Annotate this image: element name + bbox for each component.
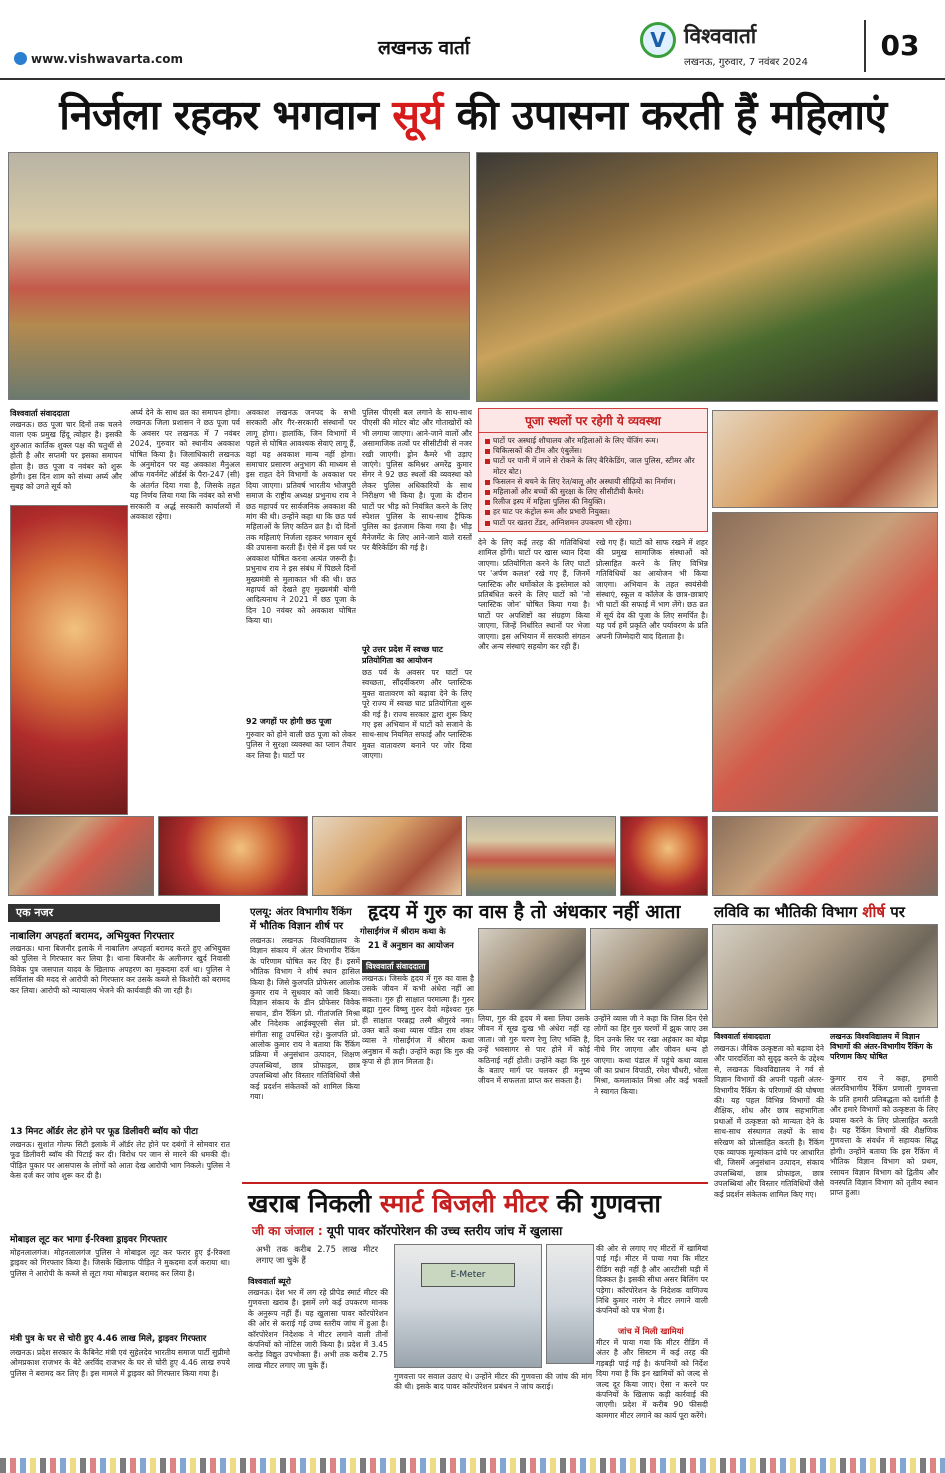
photo-meter-device	[394, 1244, 542, 1368]
brief-body-2: लखनऊ। सुशांत गोल्फ सिटी इलाके में ऑर्डर लेट होने पर दबंगों ने सोमवार रात फूड डिलीवरी ब्वॉय की पिटाई कर दी। विरोध पर जान से मारने की धमकी दी। पीड़ित पुकार पर आसपास के लोगों को आता देख आरोपी भाग निकले। पुलिस ने केस दर्ज कर जांच शुरू कर दी है।	[10, 1140, 230, 1181]
brief-title-2: 13 मिनट ऑर्डर लेट होने पर फूड डिलीवरी ब्वॉय को पीटा	[10, 1127, 198, 1137]
lead-column-3: अवकाश लखनऊ जनपद के सभी सरकारी और गैर-सरकारी संस्थानों पर लागू होगा। हालांकि, जिन विभागों में पहले से घोषित आवश्यक सेवाएं लागू हैं, वहां यह अवकाश मान्य नहीं होगा। समाचार प्रसारण अनुभाग की माध्यम से इस राहत देने विभागों के अवकाश पर दिया जाएगा। प्रतिवर्ष भारतीय भोजपुरी समाज के राष्ट्रीय अध्यक्ष प्रभुनाथ राय ने छठ महापर्व पर सार्वजनिक अवकाश की मांग की थी। उन्होंने कहा था कि छठ पर्व महिलाओं के लिए कठिन व्रत है। दो दिनों तक महिलाएं निर्जला रहकर भगवान सूर्य की उपासना करती हैं। ऐसे में इस पर्व पर अवकाश घोषित करना अत्यंत जरूरी है। प्रभुनाथ राय ने इस संबंध में पिछले दिनों मुख्यमंत्री से मुलाकात भी की थी। छठ महापर्व को देखते हुए मुख्यमंत्री योगी आदित्यनाथ ने 2021 में छठ पूजा के दिन 10 नवंबर को अवकाश घोषित किया था।	[246, 408, 356, 626]
list-item: घाटों पर अस्थाई शौचालय और महिलाओं के लिए चेंजिंग रूम।	[483, 436, 703, 446]
lead-column-4b: छठ पर्व के अवसर पर घाटों पर स्वच्छता, सौंदर्यीकरण और प्लास्टिक मुक्त वातावरण को बढ़ावा देने के लिए पूरे राज्य में स्वच्छ घाट प्रतियोगिता शुरू की गई है। राज्य सरकार द्वारा शुरू किए गए इस अभियान में घाटों को सजाने के साथ-साथ नियमित सफाई और प्लास्टिक मुक्त वातावरण बनाने पर जोर दिया जाएगा।	[362, 668, 472, 761]
lu-column-2: कुमार राय ने कहा, हमारी अंतरविभागीय रैंकिंग प्रणाली गुणवत्ता के प्रति हमारी प्रतिबद्धता को दर्शाती है और हमारे विभागों को उत्कृष्टता के लिए प्रयास करने के लिए प्रोत्साहित करती है। यह रैंकिंग विभागों की शैक्षणिक गुणवत्ता के संवर्धन में सहायक सिद्ध होगी। उन्होंने बताया कि इस रैंकिंग में भौतिक विज्ञान विभाग को प्रथम, रसायन विज्ञान विभाग को द्वितीय और वनस्पति विज्ञान विभाग को तृतीय स्थान प्राप्त हुआ।	[830, 1074, 938, 1198]
lead-column-3b: गुरुवार को होने वाली छठ पूजा को लेकर पुलिस ने सुरक्षा व्यवस्था का प्लान तैयार कर लिया है। घाटों पर	[246, 730, 356, 760]
guru-byline: विश्ववार्ता संवाददाता	[362, 960, 429, 973]
meter-byline: विश्ववार्ता ब्यूरो	[248, 1277, 291, 1286]
lu-side-title: लखनऊ विश्वविद्यालय में विज्ञान विभागों की अंतर-विभागीय रैंकिंग के परिणाम किए घोषित	[830, 1032, 933, 1061]
photo-lu-meeting	[712, 924, 938, 1028]
brief-body-4: लखनऊ। प्रदेश सरकार के कैबिनेट मंत्री एवं सुहेलदेव भारतीय समाज पार्टी सुप्रीमो ओमप्रकाश राजभर के बेटे अरविंद राजभर के घर से चोरी हुए 4.46 लाख रुपये पुलिस ने बरामद कर लिए हैं। इस मामले में ड्राइवर को गिरफ्तार किया गया है।	[10, 1348, 230, 1378]
list-item: चिकित्सकों की टीम और एंबुलेंस।	[483, 446, 703, 456]
meter-caption: गुणवत्ता पर सवाल उठाए थे। उन्होंने मीटर की गुणवत्ता की जांच की मांग की थी। इसके बाद पावर कॉरपोरेशन प्रबंधन ने जांच कराई।	[394, 1372, 592, 1392]
guru-column-2: लिया, गुरु की हृदय में बसा लिया उसके जीवन में सूख दुःख भी अंधेरा नहीं रह जाता। जो गुरु चरण रेणु लिए भक्ति है, उन्हें भवसागर से पार होने में कोई कठिनाई नहीं होती। उन्होंने कहा कि गुरु के बताए मार्ग पर चलकर ही मनुष्य जीवन में सफलता प्राप्त कर सकता है।	[478, 1014, 590, 1086]
section-title: लखनऊ वार्ता	[378, 37, 470, 59]
photo-smart-meter	[546, 1244, 594, 1364]
photo-puja-thali	[712, 410, 938, 508]
lead-subhead-92: 92 जगहों पर होगी छठ पूजा	[246, 717, 332, 726]
photo-strip-4	[466, 816, 616, 896]
brand-logo: V	[640, 22, 676, 58]
brand-name: विश्ववार्ता	[684, 24, 757, 48]
website-url[interactable]: www.vishwavarta.com	[14, 52, 183, 66]
puja-box-title: पूजा स्थलों पर रहेगी ये व्यवस्था	[479, 409, 707, 433]
brief-body-3: मोहनलालगंज। मोहनलालगंज पुलिस ने मोबाइल लूट कर फरार हुए ई-रिक्शा ड्राइवर को गिरफ्तार किया है। जिसके खिलाफ पीड़ित ने मुकदमा दर्ज कराया था। पुलिस ने आरोपी के कब्जे से लूटा गया मोबाइल बरामद कर लिया है।	[10, 1248, 230, 1278]
lu-column-1: लखनऊ। जैविक उत्कृष्टता को बढ़ावा देने और पारदर्शिता को सुदृढ़ करने के उद्देश्य से, लखनऊ विश्वविद्यालय ने गर्व से विज्ञान विभागों की अपनी पहली अंतर-विभागीय रैंकिंग के परिणामों की घोषणा की। यह पहल विभिन्न विभागों की शैक्षिक, शोध और छात्र सहभागिता प्रथाओं में उत्कृष्टता को मान्यता देने के साथ-साथ संस्थागत लक्ष्यों के साथ संरेखण को प्रोत्साहित करती है। रैंकिंग एक व्यापक मूल्यांकन ढांचे पर आधारित थी, जिसमें अनुसंधान उत्पादन, संकाय उपलब्धियां, छात्र प्रोफाइल, छात्र उपलब्धियां और विस्तार गतिविधियों जैसे कई प्रदर्शन संकेतक शामिल किए गए।	[714, 1044, 824, 1199]
photo-woman-ritual	[10, 505, 128, 815]
list-item: घाटों पर खतरा टेंडर, अग्निशमन उपकरण भी रहेगा।	[483, 518, 703, 528]
brief-body-1: लखनऊ। थाना बिजनौर इलाके में नाबालिग अपहर्ता बरामद करते हुए अभियुक्त को पुलिस ने गिरफ्तार कर लिया है। थाना बिजनौर के अलीनगर खुर्द निवासी विवेक पुत्र जसपाल यादव के खिलाफ अपहरण का मुकदमा दर्ज था। पुलिस ने सर्विलांस की मदद से आरोपी को गिरफ्तार कर उसके कब्जे से किशोरी को बरामद कर लिया। आरोपी को न्यायालय भेजने की कार्यवाही की जा रही है।	[10, 944, 230, 995]
vigyan-body: लखनऊ। लखनऊ विश्वविद्यालय के विज्ञान संकाय में अंतर विभागीय रैंकिंग के परिणाम घोषित कर दिए हैं। इसमें भौतिक विभाग ने शीर्ष स्थान हासिल किया है। जिसे कुलपति प्रोफेसर आलोक कुमार राय ने सुधवार को जारी किया। विज्ञान संकाय के डीन प्रोफेसर विवेक सचान, डीन रैंकिंग प्रो. गीतांजलि मिश्रा और निदेशक आईक्यूएसी सेल प्रो. संगीता साहू उपस्थित रहे। कुलपति प्रो. आलोक कुमार राय ने बताया कि रैंकिंग प्रक्रिया में अनुसंधान उत्पादन, शिक्षण उपलब्धियां, छात्र प्रोफाइल, छात्र उपलब्धियां और विस्तार गतिविधियों जैसे कई प्रदर्शन संकेतकों को शामिल किया गया।	[250, 936, 360, 1102]
meter-box-title: जांच में मिली खामियां	[618, 1326, 684, 1336]
photo-katha-audience	[590, 928, 708, 1010]
guru-column-1: लखनऊ। जिसके हृदय में गुरु का वास है उसके जीवन में कभी अंधेरा नहीं आ सकता। गुरु ही साक्षात परमात्मा हैं। गुरुर ब्रह्मा गुरुर विष्णु गुरुर देवो महेश्वरः गुरु ही साक्षात परब्रह्म तस्मै श्रीगुरवे नमः। उक्त बातें कथा व्यास पंडित राम शंकर व्यास ने गोसाईंगंज में श्रीराम कथा अनुष्ठान में कही। उन्होंने कहा कि गुरु की कृपा से ही ज्ञान मिलता है।	[362, 974, 474, 1067]
lead-column-6: रखे गए हैं। घाटों को साफ रखने में शहर की प्रमुख सामाजिक संस्थाओं को प्रोत्साहित करने के लिए विभिन्न गतिविधियों का आयोजन भी किया जाएगा। अभियान के तहत स्वयंसेवी संस्थाएं, स्कूल व कॉलेज के छात्र-छात्राएं भी घाटों की सफाई में भाग लेंगे। छठ व्रत में सूर्य देव की पूजा के लिए समर्पित है। यह पर्व हमें प्रकृति और पर्यावरण के प्रति अपनी जिम्मेदारी याद दिलाता है।	[596, 538, 708, 641]
guru-sub-2: 21 वें अनुष्ठान का आयोजन	[368, 940, 454, 950]
vigyan-title-1: एलयू: अंतर विभागीय रैंकिंग	[250, 907, 352, 918]
brief-title-4: मंत्री पुत्र के घर से चोरी हुए 4.46 लाख मिले, ड्राइवर गिरफ्तार	[10, 1334, 207, 1344]
photo-market-shopping	[476, 152, 938, 402]
list-item: घाटों पर पानी में जाने से रोकने के लिए बैरिकेडिंग, जाल पुलिस, स्टीमर और मोटर बोट।	[483, 456, 703, 476]
lead-column-1: लखनऊ। छठ पूजा चार दिनों तक चलने वाला एक प्रमुख हिंदू त्योहार है। इसकी शुरुआत कार्तिक शुक्ल पक्ष की चतुर्थी से होती है और सप्तमी पर इसका समापन होता है। छठ पूजा व नवंबर को शुरू होगी। इस दिन शाम को संध्या अर्घ्य और सुबह को उगते सूर्य को	[10, 420, 122, 492]
list-item: रिलीज इस्प में महिला पुलिस की नियुक्ति।	[483, 497, 703, 507]
photo-katha-guru	[478, 928, 586, 1010]
guru-sub-1: गोसाईंगंज में श्रीराम कथा के	[360, 926, 446, 936]
list-item: महिलाओं और बच्चों की सुरक्षा के लिए सीसीटीवी कैमरे।	[483, 487, 703, 497]
vigyan-title-2: में भौतिक विज्ञान शीर्ष पर	[250, 921, 344, 932]
ek-nazar-label: एक नजर	[8, 904, 220, 922]
lu-byline: विश्ववार्ता संवाददाता	[714, 1032, 771, 1041]
list-item: हर घाट पर कंट्रोल रूम और प्रभारी नियुक्त।	[483, 507, 703, 517]
meter-divider	[242, 1182, 708, 1184]
lead-column-5: देने के लिए कई तरह की गतिविधियां शामिल होंगी। घाटों पर खास ध्यान दिया जाएगा। प्रतियोगिता करने के लिए घाटों पर 'अर्पण कलश' रखे गए हैं, जिनमें प्लास्टिक और थर्मोकोल के इस्तेमाल को प्रतिबंधित करने के लिए घाटों को 'नो प्लास्टिक जोन' घोषित किया गया है। घाटों पर अपशिष्टों का संग्रहण किया जाएगा, जिन्हें निर्धारित स्थानों पर भेजा जाएगा। इस अभियान में सरकारी संगठन और अन्य संस्थाएं सहयोग कर रही हैं।	[478, 538, 590, 652]
photo-strip-2	[158, 816, 308, 896]
lead-column-2: अर्घ्य देने के साथ व्रत का समापन होगा। लखनऊ जिला प्रशासन ने छठ पूजा पर्व के अवसर पर लखनऊ में 7 नवंबर 2024, गुरुवार को स्थानीय अवकाश घोषित किया है। जिलाधिकारी लखनऊ के अनुमोदन पर यह अवकाश मैनुअल ऑफ गवर्नमेंट ऑर्डर्स के पैरा-247 (सी) के अंतर्गत दिया गया है, जिसके तहत यह निर्णय लिया गया कि नवंबर को सभी सरकारी व अर्द्ध सरकारी कार्यालयों में अवकाश रहेगा।	[130, 408, 240, 522]
guru-headline: हृदय में गुरु का वास है तो अंधकार नहीं आता	[368, 901, 681, 923]
guru-column-3: उन्होंने व्यास जी ने कहा कि जिस दिन ऐसे लोगों का हिर गुरु चरणों में झुक जाए उस दिन उनके सिर पर रखा अहंकार का बोझ नीचे गिर जाएगा और जीवन धन्य हो जाएगा। कथा पंडाल में पहुंचे कथा व्यास जी का प्रधान विपाठी, रमेश चौधरी, भोला मिश्रा, कमलाकांत मिश्रा और कई भक्तों ने स्वागत किया।	[594, 1014, 708, 1096]
meter-column-1: लखनऊ। देश भर में लग रहे प्रीपेड स्मार्ट मीटर की गुणवत्ता खराब है। इसमें लगे कई उपकरण मानक के अनुरूप नहीं हैं। यह खुलासा पावर कॉरपोरेशन की ओर से कराई गई उच्च स्तरीय जांच में हुआ है। कॉरपोरेशन निदेशक ने मीटर लगाने वाली तीनों कंपनियों को नोटिस जारी किया है। प्रदेश में 3.45 करोड़ विद्युत उपभोक्ता हैं। अभी तक करीब 2.75 लाख मीटर लगाए जा चुके हैं।	[248, 1288, 388, 1370]
lead-byline: विश्ववार्ता संवाददाता	[10, 409, 70, 418]
meter-column-3: मीटर में पाया गया कि मीटर रीडिंग में अंतर है और सिस्टम में कई तरह की गड़बड़ी पाई गई है। कंपनियों को निर्देश दिया गया है कि इन खामियों को जल्द से जल्द दूर किया जाए। ऐसा न करने पर कंपनियों के खिलाफ कड़ी कार्रवाई की जाएगी। प्रदेश में करीब 90 फीसदी कामगार मीटर लगाने का कार्य पूरा करेंगे।	[596, 1338, 708, 1420]
meter-subhead: जी का जंजाल : यूपी पावर कॉरपोरेशन की उच्च स्तरीय जांच में खुलासा	[252, 1224, 563, 1238]
photo-women-group	[712, 512, 938, 812]
list-item: फिसलन से बचने के लिए रेत/बालू और अस्थायी सीढ़ियों का निर्माण।	[483, 477, 703, 487]
lead-subhead-ghat: पूरे उत्तर प्रदेश में स्वच्छ घाट प्रतियोगिता का आयोजन	[362, 645, 443, 665]
lead-headline: निर्जला रहकर भगवान सूर्य की उपासना करती हैं महिलाएं	[59, 91, 887, 139]
photo-strip-3	[312, 816, 462, 896]
brief-title-3: मोबाइल लूट कर भागा ई-रिक्शा ड्राइवर गिरफ्तार	[10, 1235, 167, 1245]
print-registration-marks	[0, 1458, 945, 1473]
globe-icon	[14, 52, 27, 65]
meter-callout: अभी तक करीब 2.75 लाख मीटर लगाए जा चुके हैं	[256, 1244, 378, 1265]
photo-devotees-river	[8, 152, 470, 400]
page-number: 03	[864, 20, 934, 72]
dateline: लखनऊ, गुरुवार, 7 नवंबर 2024	[684, 57, 809, 68]
lead-column-4: पुलिस पीएसी बल लगाने के साथ-साथ पीएसी की मोटर बोट और गोताखोरों को भी लगाया जाएगा। आने-जाने वालों और असामाजिक तत्वों पर सीसीटीवी से नजर रखी जाएगी। ड्रोन कैमरे भी उड़ाए जाएंगे। पुलिस कमिश्नर अमरेंद्र कुमार सेंगर ने 92 छठ स्थलों की व्यवस्था को लेकर पुलिस अधिकारियों के साथ निरीक्षण भी किया है। पूजा के दौरान घाटों पर भीड़ को नियंत्रित करने के लिए स्पेशल पुलिस के साथ-साथ ट्रैफिक पुलिस का इंतजाम किया गया है। भीड़ मैनेजमेंट के लिए आने-जाने वाले रास्तों पर बैरिकेडिंग की गई है।	[362, 408, 472, 553]
masthead	[0, 0, 945, 80]
photo-strip-5	[620, 816, 708, 896]
brief-title-1: नाबालिग अपहर्ता बरामद, अभियुक्त गिरफ्तार	[10, 931, 174, 942]
puja-arrangements-box	[478, 408, 708, 532]
photo-strip-1	[8, 816, 154, 896]
meter-headline: खराब निकली स्मार्ट बिजली मीटर की गुणवत्ता	[248, 1189, 661, 1218]
lu-headline: लविवि का भौतिकी विभाग शीर्ष पर	[714, 903, 905, 921]
meter-display: E-Meter	[421, 1263, 515, 1287]
photo-strip-6	[712, 816, 938, 896]
meter-column-2: की ओर से लगाए गए मीटरों में खामियां पाई गईं। मीटर में पाया गया कि मीटर रीडिंग सही नहीं है और आरटीसी घड़ी में दिक्कत है। इसकी सीधा असर बिलिंग पर पड़ेगा। कॉरपोरेशन के निदेशक वाणिज्य निधि कुमार नारंग ने मीटर लगाने वाली कंपनियों को पत्र भेजा है।	[596, 1244, 708, 1316]
